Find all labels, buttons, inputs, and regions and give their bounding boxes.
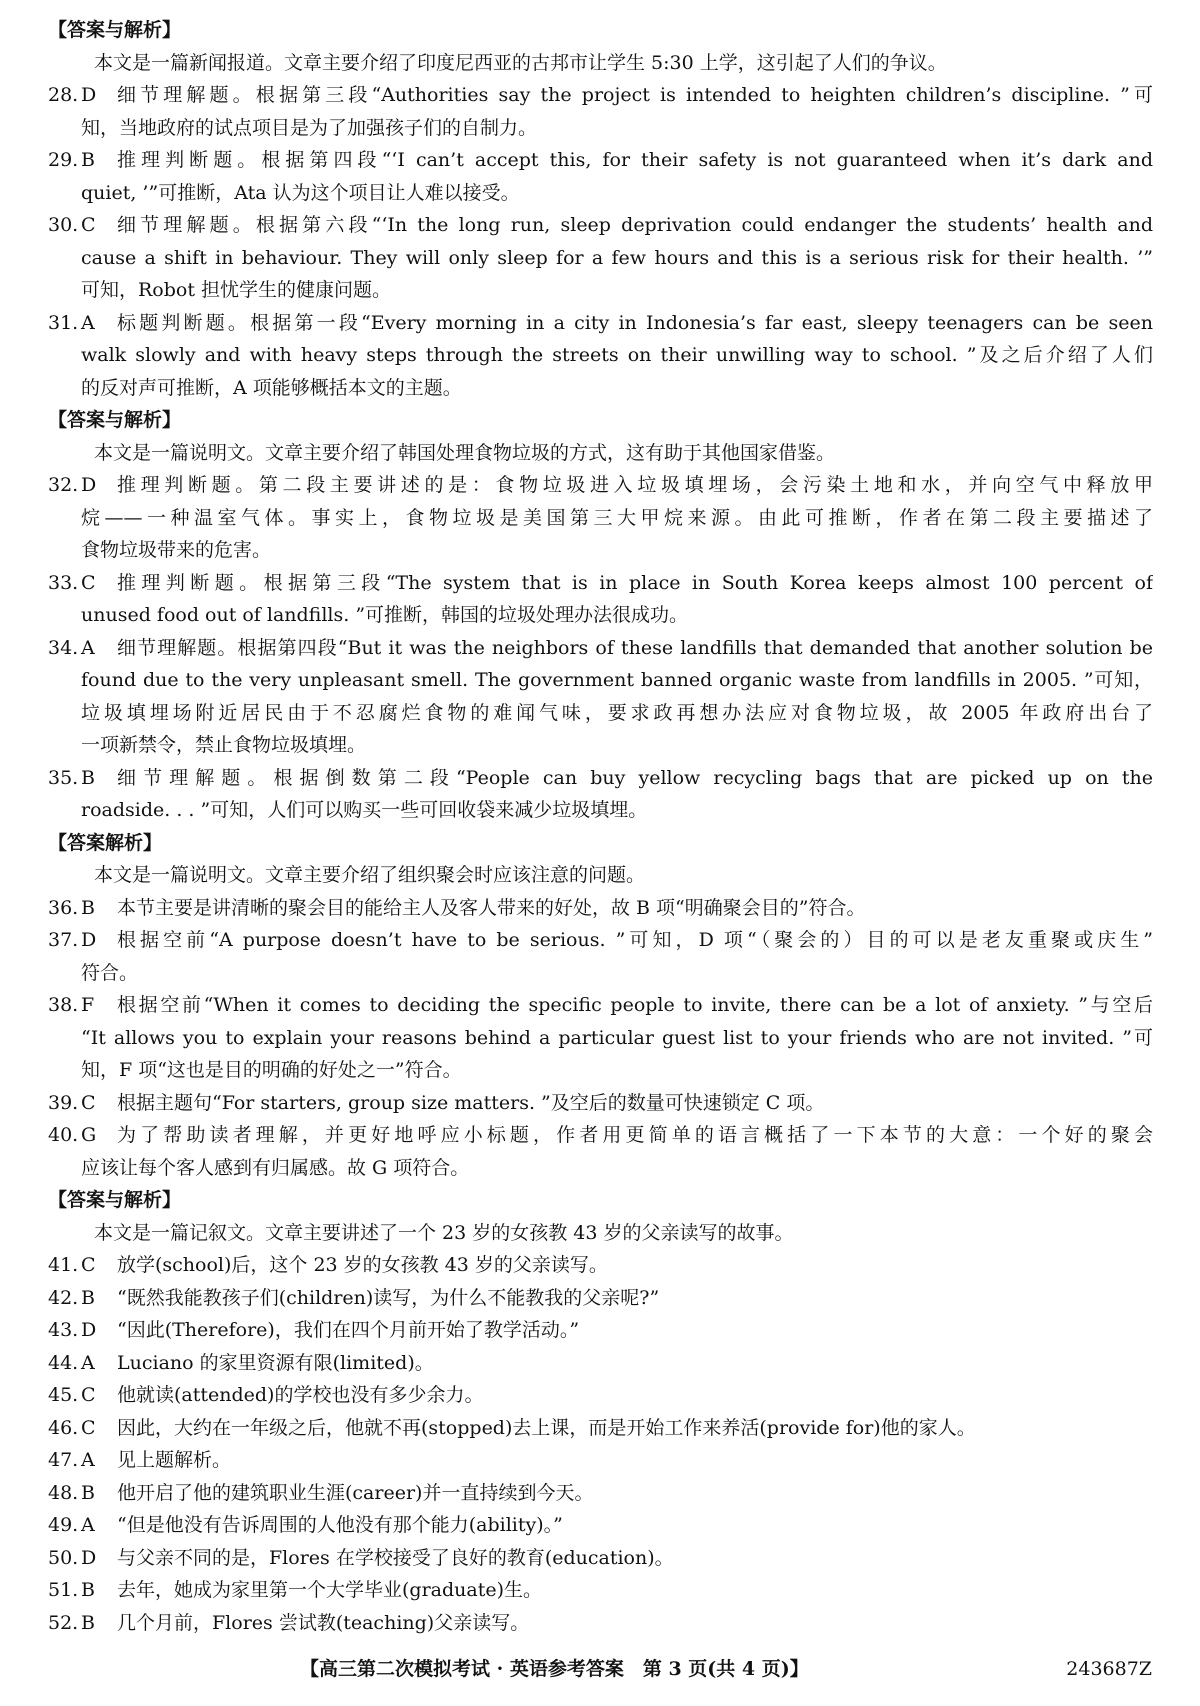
answer-item <box>48 762 1153 795</box>
question-number: 33. <box>48 571 79 594</box>
answer-item <box>48 79 1153 112</box>
answer-letter: C <box>81 1384 96 1406</box>
section-heading: 【答案与解析】 <box>48 1189 182 1211</box>
answer-item <box>48 144 1153 177</box>
answer-item <box>48 989 1153 1022</box>
answer-item <box>48 1379 1153 1412</box>
explanation-text: 推理判断题。根据第三段“The system that is in place in South Korea keeps almost 100 percent of <box>117 571 1153 594</box>
answer-letter: C <box>81 1254 96 1276</box>
question-number: 51. <box>48 1579 79 1601</box>
explanation-text: 细节理解题。根据第四段“But it was the neighbors of these landfills that demanded that another solution be <box>117 636 1153 659</box>
explanation-text: Luciano 的家里资源有限(limited)。 <box>117 1351 434 1374</box>
answer-item <box>48 1119 1153 1152</box>
question-number: 35. <box>48 766 79 789</box>
question-number: 44. <box>48 1351 79 1374</box>
document-code: 243687Z <box>1066 1658 1152 1680</box>
question-number: 50. <box>48 1546 79 1569</box>
question-number: 46. <box>48 1416 79 1439</box>
explanation-text: 他就读(attended)的学校也没有多少余力。 <box>117 1384 484 1406</box>
answer-letter: A <box>81 1449 95 1471</box>
explanation-text: 细节理解题。根据第六段“‘In the long run, sleep deprivation could endanger the students’ health and <box>117 214 1153 236</box>
question-number: 34. <box>48 636 79 659</box>
answer-letter: C <box>81 214 96 236</box>
answer-letter: D <box>81 474 97 496</box>
section-intro: 本文是一篇记叙文。文章主要讲述了一个 23 岁的女孩教 43 岁的父亲读写的故事。 <box>94 1221 794 1244</box>
page-footer <box>0 1652 1200 1686</box>
answer-letter: D <box>81 1319 97 1341</box>
answer-item <box>48 469 1153 502</box>
explanation-text: unused food out of landfills. ”可推断，韩国的垃圾处理办法很成功。 <box>81 604 689 626</box>
explanation-text: “It allows you to explain your reasons behind a particular guest list to your friends who are not invited. ”可 <box>81 1026 1153 1049</box>
explanation-text: 推理判断题。根据第四段“‘I can’t accept this, for their safety is not guaranteed when it’s dark and <box>117 149 1153 171</box>
explanation-text: 标题判断题。根据第一段“Every morning in a city in Indonesia’s far east, sleepy teenagers can be seen <box>117 311 1153 334</box>
answer-letter: D <box>81 1546 97 1569</box>
explanation-text: 细节理解题。根据第三段“Authorities say the project is intended to heighten children’s discipline. ”可 <box>117 84 1153 106</box>
answer-letter: F <box>81 994 95 1016</box>
question-number: 28. <box>48 84 79 106</box>
explanation-text: “但是他没有告诉周围的人他没有那个能力(ability)。” <box>117 1514 563 1536</box>
explanation-text: found due to the very unpleasant smell. The government banned organic waste from landfills in 2005. ”可知， <box>81 669 1153 691</box>
explanation-text: 可知，Robot 担忧学生的健康问题。 <box>81 279 392 301</box>
answer-item <box>48 1607 1153 1640</box>
explanation-text: 垃圾填埋场附近居民由于不忍腐烂食物的难闻气味，要求政再想办法应对食物垃圾，故 2005 年政府出台了 <box>81 701 1153 724</box>
explanation-text: 去年，她成为家里第一个大学毕业(graduate)生。 <box>117 1579 543 1601</box>
question-number: 31. <box>48 311 79 334</box>
explanation-text: 根据空前“A purpose doesn’t have to be serious. ”可知，D 项“（聚会的）目的可以是老友重聚或庆生” <box>117 929 1153 951</box>
answer-item <box>48 924 1153 957</box>
explanation-text: 的反对声可推断，A 项能够概括本文的主题。 <box>81 376 462 399</box>
question-number: 47. <box>48 1449 79 1471</box>
answer-letter: G <box>81 1124 97 1146</box>
answer-item <box>48 1347 1153 1380</box>
question-number: 49. <box>48 1514 79 1536</box>
question-number: 52. <box>48 1611 79 1634</box>
answer-letter: A <box>81 311 95 334</box>
answer-item <box>48 1542 1153 1575</box>
question-number: 41. <box>48 1254 79 1276</box>
explanation-text: “因此(Therefore)，我们在四个月前开始了教学活动。” <box>117 1319 580 1341</box>
explanation-text: cause a shift in behaviour. They will only sleep for a few hours and this is a serious risk for their health. ’” <box>81 246 1153 269</box>
explanation-text: “既然我能教孩子们(children)读写，为什么不能教我的父亲呢?” <box>117 1286 660 1309</box>
answer-item <box>48 1412 1153 1445</box>
question-number: 38. <box>48 994 79 1016</box>
section-intro: 本文是一篇说明文。文章主要介绍了韩国处理食物垃圾的方式，这有助于其他国家借鉴。 <box>94 441 836 464</box>
explanation-text: 因此，大约在一年级之后，他就不再(stopped)去上课，而是开始工作来养活(provide for)他的家人。 <box>117 1416 976 1439</box>
answer-item <box>48 1477 1153 1510</box>
explanation-text: 几个月前，Flores 尝试教(teaching)父亲读写。 <box>117 1611 530 1634</box>
answer-item <box>48 307 1153 340</box>
explanation-text: 与父亲不同的是，Flores 在学校接受了良好的教育(education)。 <box>117 1546 674 1569</box>
explanation-text: 放学(school)后，这个 23 岁的女孩教 43 岁的父亲读写。 <box>117 1254 608 1276</box>
explanation-text: 本节主要是讲清晰的聚会目的能给主人及客人带来的好处，故 B 项“明确聚会目的”符合。 <box>117 896 866 919</box>
answer-letter: B <box>81 1286 95 1309</box>
explanation-text: quiet, ’”可推断，Ata 认为这个项目让人难以接受。 <box>81 181 520 204</box>
explanation-text: 见上题解析。 <box>117 1449 232 1471</box>
section-intro: 本文是一篇说明文。文章主要介绍了组织聚会时应该注意的问题。 <box>94 864 646 886</box>
explanation-text: 推理判断题。第二段主要讲述的是：食物垃圾进入垃圾填埋场，会污染土地和水，并向空气中释放甲 <box>117 474 1153 496</box>
explanation-text: 一项新禁令，禁止食物垃圾填埋。 <box>81 734 367 756</box>
answer-item <box>48 892 1153 925</box>
answer-letter: A <box>81 636 95 659</box>
answer-letter: C <box>81 571 96 594</box>
section-intro: 本文是一篇新闻报道。文章主要介绍了印度尼西亚的古邦市让学生 5:30 上学，这引起了人们的争议。 <box>94 51 947 74</box>
answer-item <box>48 209 1153 242</box>
answer-letter: D <box>81 84 97 106</box>
answer-item <box>48 1444 1153 1477</box>
answer-letter: B <box>81 766 95 789</box>
footer-title: 【高三第二次模拟考试 · 英语参考答案 第 3 页(共 4 页)】 <box>300 1658 809 1680</box>
answer-letter: C <box>81 1091 96 1114</box>
answer-item <box>48 1087 1153 1120</box>
explanation-text: 根据空前“When it comes to deciding the specific people to invite, there can be a lot of anxiety. ”与空后 <box>117 994 1153 1016</box>
answer-content <box>48 14 1153 1639</box>
answer-letter: B <box>81 1481 95 1504</box>
question-number: 43. <box>48 1319 79 1341</box>
explanation-text: 符合。 <box>81 961 139 984</box>
question-number: 42. <box>48 1286 79 1309</box>
explanation-text: 细节理解题。根据倒数第二段“People can buy yellow recycling bags that are picked up on the <box>117 766 1153 789</box>
section-heading: 【答案解析】 <box>48 831 163 854</box>
question-number: 32. <box>48 474 79 496</box>
question-number: 40. <box>48 1124 79 1146</box>
question-number: 29. <box>48 149 79 171</box>
answer-letter: B <box>81 1579 95 1601</box>
explanation-text: 为了帮助读者理解，并更好地呼应小标题，作者用更简单的语言概括了一下本节的大意：一个好的聚会 <box>117 1124 1153 1146</box>
explanation-text: 烷——一种温室气体。事实上，食物垃圾是美国第三大甲烷来源。由此可推断，作者在第二段主要描述了 <box>81 506 1153 529</box>
answer-letter: B <box>81 896 95 919</box>
section-heading: 【答案与解析】 <box>48 409 182 431</box>
answer-item <box>48 1282 1153 1315</box>
question-number: 48. <box>48 1481 79 1504</box>
explanation-text: roadside. . . ”可知，人们可以购买一些可回收袋来减少垃圾填埋。 <box>81 799 648 821</box>
section-heading: 【答案与解析】 <box>48 19 182 41</box>
question-number: 36. <box>48 896 79 919</box>
explanation-text: 应该让每个客人感到有归属感。故 G 项符合。 <box>81 1156 470 1179</box>
explanation-text: walk slowly and with heavy steps through the streets on their unwilling way to school. ”及之后介绍了人们 <box>81 344 1153 366</box>
explanation-text: 他开启了他的建筑职业生涯(career)并一直持续到今天。 <box>117 1481 594 1504</box>
explanation-text: 知，F 项“这也是目的明确的好处之一”符合。 <box>81 1059 462 1081</box>
answer-item <box>48 1249 1153 1282</box>
answer-item <box>48 1314 1153 1347</box>
answer-letter: C <box>81 1416 96 1439</box>
answer-letter: A <box>81 1351 95 1374</box>
answer-item <box>48 632 1153 665</box>
answer-item <box>48 567 1153 600</box>
answer-letter: A <box>81 1514 95 1536</box>
answer-letter: B <box>81 1611 95 1634</box>
question-number: 39. <box>48 1091 79 1114</box>
answer-item <box>48 1509 1153 1542</box>
explanation-text: 根据主题句“For starters, group size matters. ”及空后的数量可快速锁定 C 项。 <box>117 1091 825 1114</box>
explanation-text: 食物垃圾带来的危害。 <box>81 539 272 561</box>
answer-letter: D <box>81 929 97 951</box>
question-number: 45. <box>48 1384 79 1406</box>
explanation-text: 知，当地政府的试点项目是为了加强孩子们的自制力。 <box>81 116 538 139</box>
question-number: 30. <box>48 214 79 236</box>
answer-item <box>48 1574 1153 1607</box>
question-number: 37. <box>48 929 79 951</box>
answer-letter: B <box>81 149 95 171</box>
